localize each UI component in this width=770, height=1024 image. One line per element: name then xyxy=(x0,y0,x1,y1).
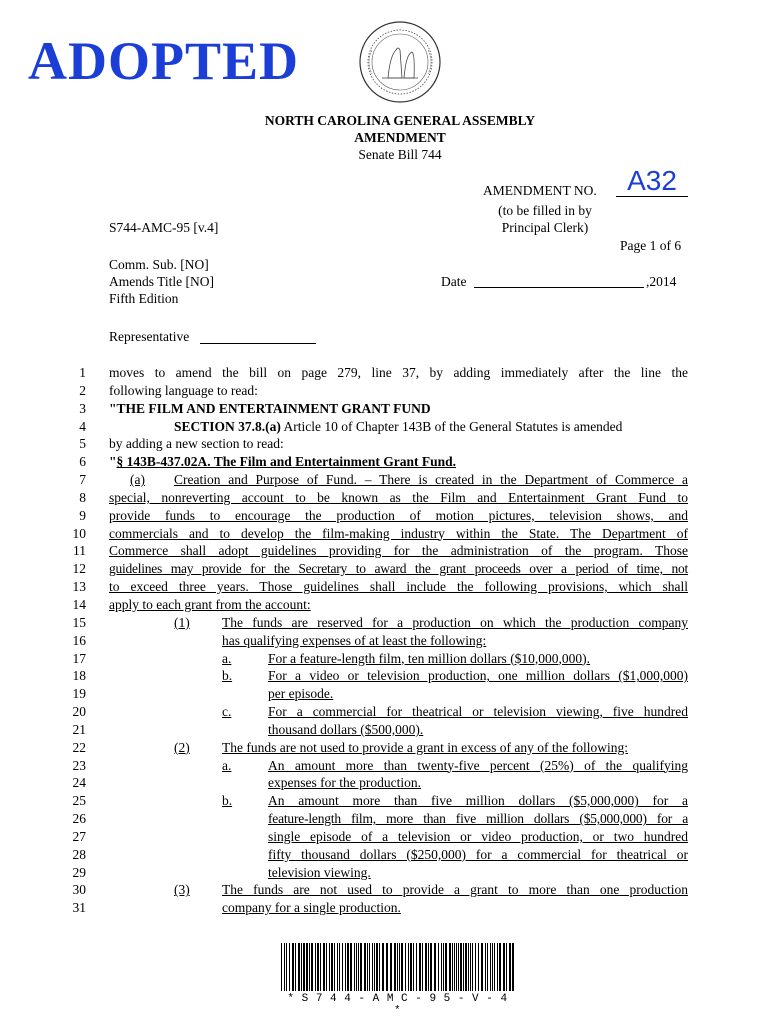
barcode-bar xyxy=(485,943,486,991)
barcode-bar xyxy=(379,943,380,991)
barcode-bar xyxy=(315,943,316,991)
barcode-bar xyxy=(386,943,388,991)
barcode-bar xyxy=(326,943,327,991)
barcode-bar xyxy=(454,943,455,991)
line-30: 30 (3) The funds are not used to provide a grant to more than one production xyxy=(72,882,688,898)
barcode-bar xyxy=(306,943,308,991)
line-27: 27 single episode of a television or video production, or two hundred xyxy=(72,828,688,844)
barcode-bar xyxy=(289,943,290,991)
barcode-bar xyxy=(329,943,330,991)
barcode-bar xyxy=(382,943,384,991)
comm-sub: Comm. Sub. [NO] xyxy=(109,257,209,272)
barcode-bar xyxy=(350,943,352,991)
barcode-bar xyxy=(428,943,429,991)
date-year: ,2014 xyxy=(646,274,677,289)
barcode-bar xyxy=(295,943,296,991)
line-1: 1 moves to amend the bill on page 279, line 37, by adding immediately after the line the xyxy=(79,365,688,380)
barcode-bar xyxy=(481,943,483,991)
barcode-bar xyxy=(410,943,412,991)
line-2: 2 following language to read: xyxy=(79,382,258,398)
barcode-bar xyxy=(367,943,368,991)
line-21: 21 thousand dollars ($500,000). xyxy=(72,721,424,737)
barcode-bar xyxy=(509,943,511,991)
barcode-bar xyxy=(360,943,362,991)
line-9: 9 provide funds to encourage the production of motion pictures, television shows, and xyxy=(79,507,688,523)
barcode-bar xyxy=(438,943,439,991)
barcode-bar xyxy=(490,943,491,991)
barcode-bar xyxy=(460,943,462,991)
line-7: 7 (a) Creation and Purpose of Fund. – There is created in the Department of Commerce a xyxy=(79,472,688,488)
line-31: 31 company for a single production. xyxy=(72,900,401,916)
barcode-bar xyxy=(399,943,400,991)
barcode-bar xyxy=(472,943,473,991)
line-13: 13 to exceed three years. Those guidelines shall include the following provisions, which shall xyxy=(72,579,688,595)
barcode-bar xyxy=(376,943,378,991)
barcode-bar xyxy=(292,943,294,991)
barcode-bar xyxy=(475,943,476,991)
barcode-bar xyxy=(298,943,300,991)
adopted-stamp: ADOPTED xyxy=(28,31,300,91)
line-10: 10 commercials and to develop the film-making industry within the State. The Department of xyxy=(72,525,688,541)
line-15: 15 (1) The funds are reserved for a production on which the production company xyxy=(72,614,688,630)
barcode-bar xyxy=(364,943,366,991)
line-19: 19 per episode. xyxy=(72,686,334,702)
barcode-bar xyxy=(401,943,403,991)
line-25: 25 b. An amount more than five million dollars ($5,000,000) for a xyxy=(72,793,688,809)
barcode-bar xyxy=(478,943,479,991)
line-16: 16 has qualifying expenses of at least the following: xyxy=(72,632,487,648)
line-3: 3 "THE FILM AND ENTERTAINMENT GRANT FUND xyxy=(79,400,431,416)
barcode-bar xyxy=(345,943,346,991)
line-29: 29 television viewing. xyxy=(72,864,371,880)
barcode-bar xyxy=(356,943,357,991)
document-type: AMENDMENT xyxy=(354,130,446,145)
clerk-note-line-1: (to be filled in by xyxy=(498,203,592,218)
barcode-bar xyxy=(452,943,453,991)
barcode-bar xyxy=(465,943,467,991)
barcode-bar xyxy=(468,943,469,991)
barcode-bar xyxy=(458,943,459,991)
line-18: 18 b. For a video or television production, one million dollars ($1,000,000) xyxy=(72,668,688,684)
barcode-bar xyxy=(358,943,359,991)
line-22: 22 (2) The funds are not used to provide a grant in excess of any of the following: xyxy=(72,739,629,755)
clerk-note-line-2: Principal Clerk) xyxy=(501,220,589,235)
barcode-bar xyxy=(317,943,319,991)
barcode-bar xyxy=(390,943,392,991)
barcode-bar xyxy=(441,943,442,991)
barcode-bar xyxy=(425,943,427,991)
barcode-bar xyxy=(286,943,287,991)
date-label: Date xyxy=(441,274,467,289)
barcode-bar xyxy=(334,943,335,991)
barcode-text: * S 7 4 4 - A M C - 9 5 - V - 4 * xyxy=(287,993,508,1017)
barcode-bar xyxy=(339,943,340,991)
barcode-bar xyxy=(430,943,432,991)
state-seal-icon xyxy=(358,20,442,104)
barcode-bar xyxy=(309,943,310,991)
barcode-bar xyxy=(405,943,406,991)
barcode-bar xyxy=(369,943,370,991)
barcode-bar xyxy=(342,943,343,991)
line-12: 12 guidelines may provide for the Secretary to award the grant proceeds over a period of time, not xyxy=(72,561,688,577)
barcode-bar xyxy=(408,943,409,991)
barcode-bar xyxy=(456,943,457,991)
line-4: 4 SECTION 37.8.(a) Article 10 of Chapter 143B of the General Statutes is amended xyxy=(79,418,623,434)
barcode-bar xyxy=(301,943,302,991)
amendment-number: A32 xyxy=(616,165,688,197)
barcode-bar xyxy=(311,943,313,991)
barcode-bar xyxy=(470,943,471,991)
amendment-no-label: AMENDMENT NO. xyxy=(483,183,597,198)
barcode-bar xyxy=(499,943,501,991)
barcode-bar xyxy=(303,943,305,991)
barcode-bar xyxy=(494,943,495,991)
line-23: 23 a. An amount more than twenty-five percent (25%) of the qualifying xyxy=(72,757,688,773)
barcode-bar xyxy=(331,943,333,991)
line-24: 24 expenses for the production. xyxy=(72,775,421,791)
edition: Fifth Edition xyxy=(109,291,179,306)
barcode-bar xyxy=(416,943,417,991)
barcode-bar xyxy=(320,943,321,991)
line-5: 5 by adding a new section to read: xyxy=(79,436,284,452)
barcode-bar xyxy=(284,943,285,991)
barcode-bar xyxy=(413,943,414,991)
line-11: 11 Commerce shall adopt guidelines providing for the administration of the program. Those xyxy=(73,543,688,559)
line-6: 6 "§ 143B-437.02A. The Film and Entertainment Grant Fund. xyxy=(79,454,457,470)
barcode-icon xyxy=(281,943,514,991)
barcode-bar xyxy=(372,943,373,991)
representative-blank xyxy=(200,343,316,344)
barcode-bar xyxy=(422,943,423,991)
line-20: 20 c. For a commercial for theatrical or television viewing, five hundred xyxy=(72,704,688,720)
barcode-bar xyxy=(492,943,493,991)
barcode-bar xyxy=(374,943,375,991)
barcode-bar xyxy=(445,943,447,991)
line-17: 17 a. For a feature-length film, ten million dollars ($10,000,000). xyxy=(72,650,591,666)
barcode-bar xyxy=(463,943,464,991)
barcode-bar xyxy=(337,943,338,991)
barcode-bar xyxy=(281,943,282,991)
barcode-bar xyxy=(354,943,355,991)
representative-label: Representative xyxy=(109,329,190,344)
barcode-bar xyxy=(419,943,421,991)
amends-title: Amends Title [NO] xyxy=(109,274,215,289)
barcode-bar xyxy=(449,943,451,991)
barcode-bar xyxy=(434,943,436,991)
bill-number: Senate Bill 744 xyxy=(358,147,442,162)
assembly-heading: NORTH CAROLINA GENERAL ASSEMBLY xyxy=(264,113,536,128)
amendment-code: S744-AMC-95 [v.4] xyxy=(109,220,219,235)
page-indicator: Page 1 of 6 xyxy=(620,238,682,253)
clerk-note xyxy=(470,202,620,236)
line-26: 26 feature-length film, more than five million dollars ($5,000,000) for a xyxy=(72,811,688,827)
barcode-bar xyxy=(497,943,498,991)
barcode-bar xyxy=(323,943,325,991)
barcode-bar xyxy=(503,943,505,991)
barcode-bar xyxy=(506,943,507,991)
barcode-bar xyxy=(347,943,349,991)
line-8: 8 special, nonreverting account to be known as the Film and Entertainment Grant Fund to xyxy=(79,489,688,505)
line-28: 28 fifty thousand dollars ($250,000) for a commercial for theatrical or xyxy=(72,846,688,862)
barcode-bar xyxy=(443,943,444,991)
barcode-bar xyxy=(397,943,398,991)
line-14: 14 apply to each grant from the account: xyxy=(72,596,311,612)
barcode-bar xyxy=(394,943,396,991)
date-blank xyxy=(474,287,644,288)
barcode-bar xyxy=(487,943,488,991)
amendment-body xyxy=(0,364,770,917)
barcode-bar xyxy=(512,943,514,991)
